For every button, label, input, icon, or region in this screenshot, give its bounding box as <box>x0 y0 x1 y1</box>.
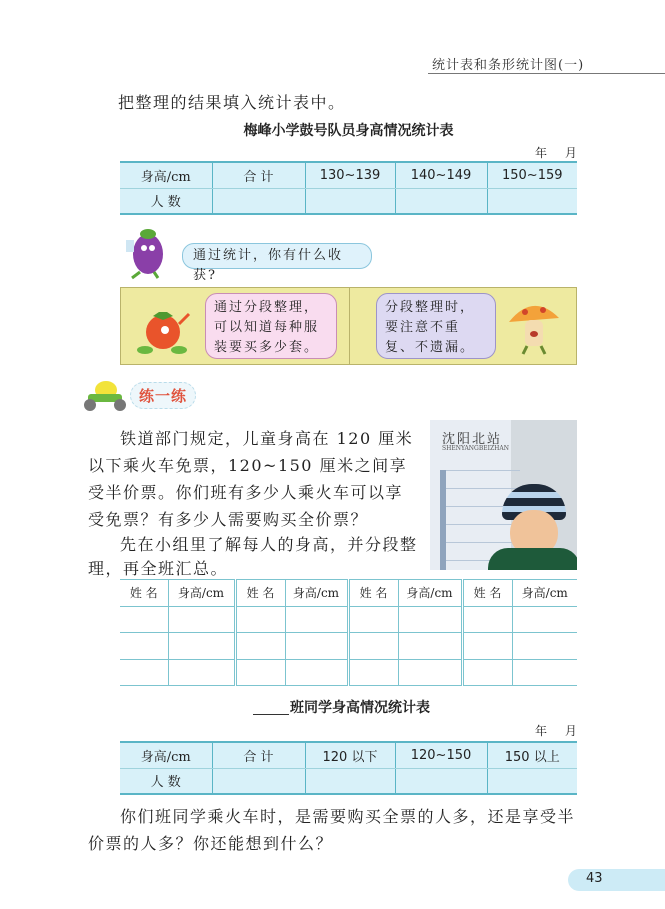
input-cell[interactable] <box>235 659 285 686</box>
header-cell: 姓 名 <box>462 580 512 607</box>
mushroom-mascot-icon <box>505 298 563 358</box>
input-cell[interactable] <box>285 606 348 633</box>
final-question: 你们班同学乘火车时，是需要购买全票的人多，还是享受半价票的人多？你还能想到什么？ <box>88 807 576 853</box>
input-cell[interactable] <box>462 633 512 660</box>
input-cell[interactable] <box>398 606 462 633</box>
input-cell[interactable] <box>395 768 487 794</box>
input-cell[interactable] <box>212 188 305 214</box>
input-cell[interactable] <box>348 633 398 660</box>
child-coat <box>488 548 577 570</box>
divider <box>349 288 350 364</box>
input-cell[interactable] <box>348 659 398 686</box>
header-cell: 身高/cm <box>285 580 348 607</box>
input-cell[interactable] <box>512 633 577 660</box>
input-cell[interactable] <box>395 188 487 214</box>
input-cell[interactable] <box>512 659 577 686</box>
table-row <box>120 606 577 633</box>
lemon-car-mascot-icon <box>80 378 130 412</box>
station-photo <box>430 420 577 570</box>
header-cell: 合 计 <box>212 742 305 768</box>
station-name: 沈阳北站 <box>442 432 503 447</box>
table1 <box>120 161 577 215</box>
input-cell[interactable] <box>348 606 398 633</box>
station-pinyin: SHENYANGBEIZHAN <box>442 445 509 452</box>
input-cell[interactable] <box>462 606 512 633</box>
header-cell: 130~139 <box>305 162 395 188</box>
class-blank-input[interactable] <box>253 714 289 715</box>
page-number: 43 <box>568 869 665 891</box>
input-cell[interactable] <box>285 659 348 686</box>
practice-paragraph-1: 铁道部门规定，儿童身高在 120 厘米以下乘火车免票，120~150 厘米之间享受半价票。你们班有多少人乘火车可以享受免票？有多少人需要购买全价票？ <box>88 429 414 529</box>
row-label: 人 数 <box>120 188 212 214</box>
discussion-box <box>120 287 577 365</box>
input-cell[interactable] <box>120 633 168 660</box>
chapter-header: 统计表和条形统计图(一) <box>428 54 665 74</box>
header-cell: 120~150 <box>395 742 487 768</box>
input-cell[interactable] <box>168 606 235 633</box>
input-cell[interactable] <box>285 633 348 660</box>
input-cell[interactable] <box>212 768 305 794</box>
input-cell[interactable] <box>120 659 168 686</box>
eggplant-mascot-icon <box>118 220 180 280</box>
header-cell: 150~159 <box>487 162 577 188</box>
header-cell: 身高/cm <box>120 162 212 188</box>
input-cell[interactable] <box>235 606 285 633</box>
question-bubble: 通过统计，你有什么收获? <box>182 243 372 269</box>
header-cell: 120 以下 <box>305 742 395 768</box>
input-cell[interactable] <box>487 188 577 214</box>
record-table <box>120 579 577 686</box>
practice-paragraph-2: 先在小组里了解每人的身高，并分段整理，再全班汇总。 <box>88 535 418 578</box>
table2 <box>120 741 577 795</box>
header-cell: 身高/cm <box>398 580 462 607</box>
input-cell[interactable] <box>462 659 512 686</box>
input-cell[interactable] <box>512 606 577 633</box>
input-cell[interactable] <box>305 768 395 794</box>
practice-label: 练一练 <box>130 382 196 409</box>
table1-date: 年 月 <box>535 146 577 160</box>
header-cell: 姓 名 <box>235 580 285 607</box>
input-cell[interactable] <box>398 633 462 660</box>
input-cell[interactable] <box>398 659 462 686</box>
input-cell[interactable] <box>168 633 235 660</box>
header-cell: 150 以上 <box>487 742 577 768</box>
header-cell: 身高/cm <box>512 580 577 607</box>
header-cell: 姓 名 <box>120 580 168 607</box>
input-cell[interactable] <box>305 188 395 214</box>
input-cell[interactable] <box>168 659 235 686</box>
input-cell[interactable] <box>487 768 577 794</box>
table2-date: 年 月 <box>535 724 577 738</box>
table2-title: 班同学身高情况统计表 <box>290 700 430 716</box>
row-label: 人 数 <box>120 768 212 794</box>
answer-bubble-right: 分段整理时，要注意不重复、不遗漏。 <box>376 293 496 359</box>
table-row <box>120 659 577 686</box>
header-cell: 身高/cm <box>168 580 235 607</box>
tomato-mascot-icon <box>135 306 195 356</box>
input-cell[interactable] <box>235 633 285 660</box>
table1-title: 梅峰小学鼓号队员身高情况统计表 <box>243 123 454 139</box>
instruction-text: 把整理的结果填入统计表中。 <box>118 93 346 112</box>
answer-bubble-left: 通过分段整理，可以知道每种服装要买多少套。 <box>205 293 337 359</box>
header-cell: 合 计 <box>212 162 305 188</box>
header-cell: 姓 名 <box>348 580 398 607</box>
header-cell: 140~149 <box>395 162 487 188</box>
header-cell: 身高/cm <box>120 742 212 768</box>
table-row <box>120 633 577 660</box>
input-cell[interactable] <box>120 606 168 633</box>
